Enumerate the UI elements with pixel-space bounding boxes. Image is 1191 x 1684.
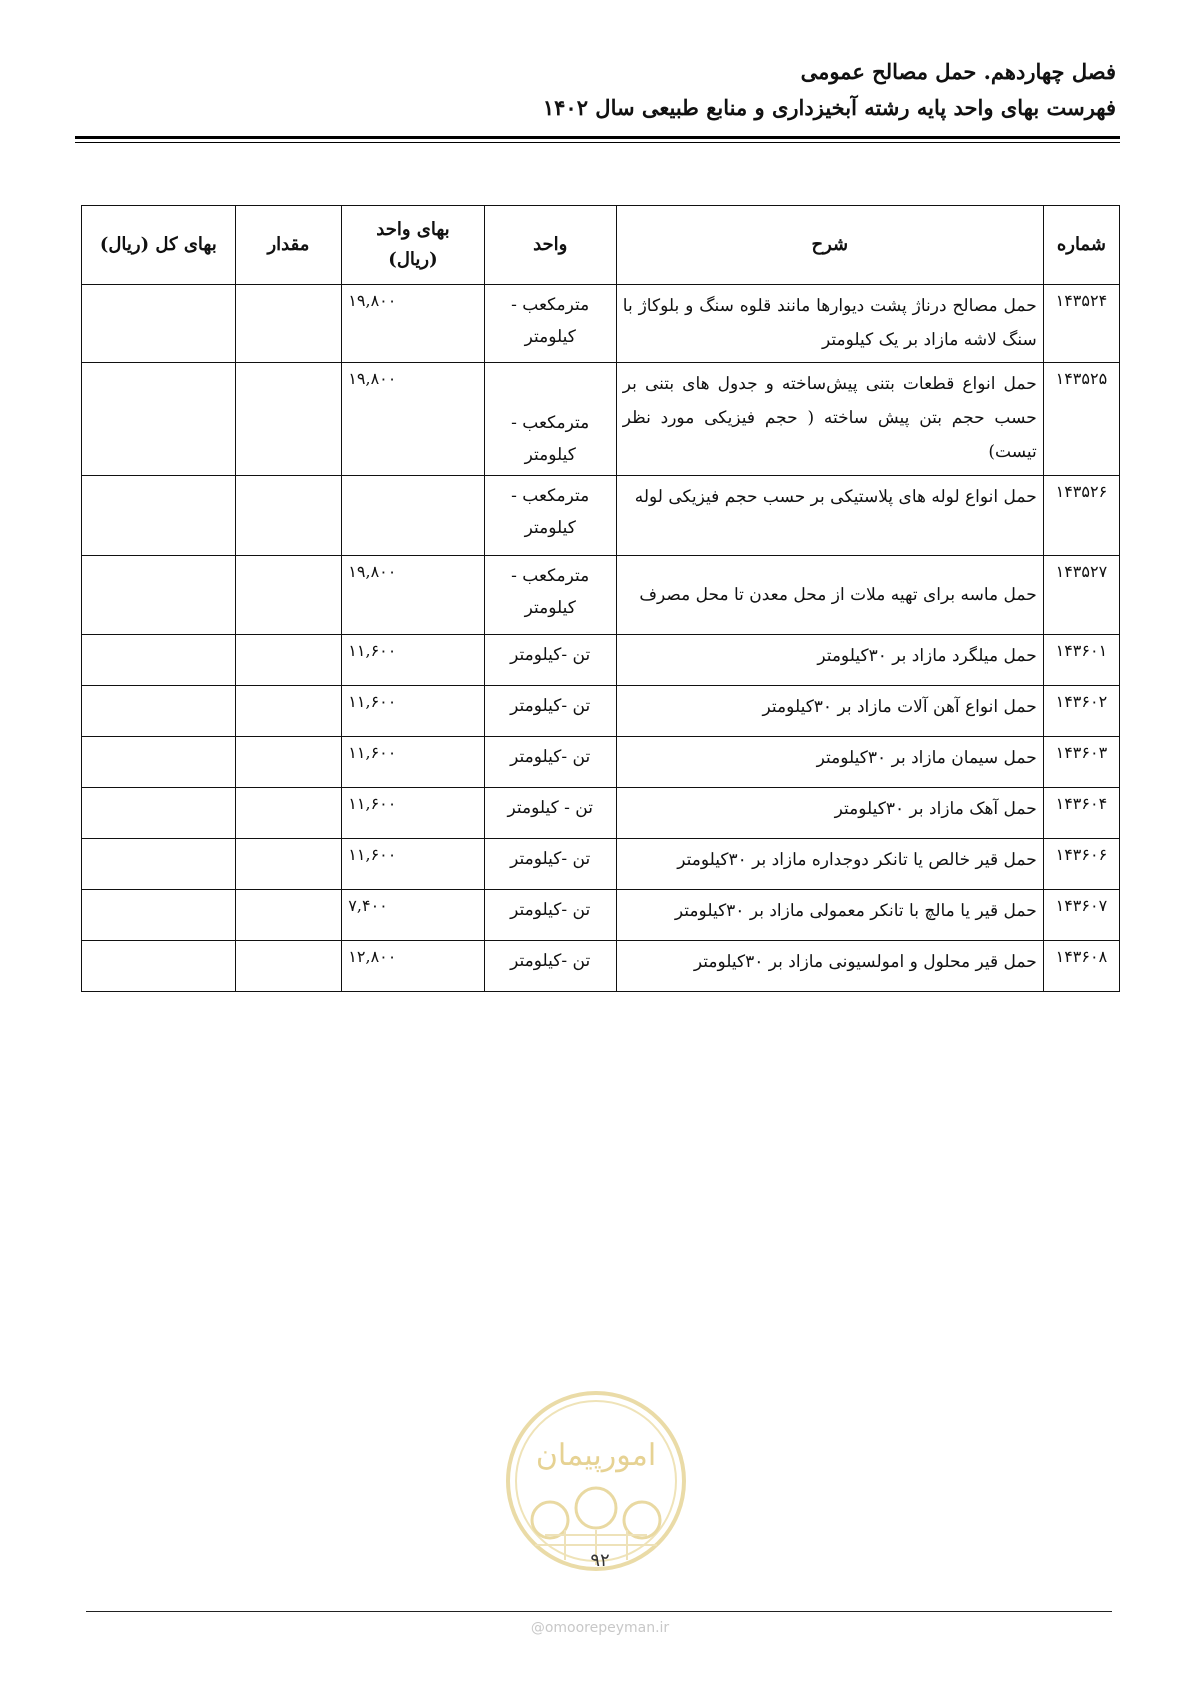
row-number: ۱۴۳۶۰۴ — [1043, 788, 1119, 839]
row-description: حمل انواع قطعات بتنی پیش‌ساخته و جدول های بتنی بر حسب حجم بتن پیش ساخته ( حجم فیزیکی مورد نظر تیست) — [616, 363, 1043, 476]
page-number: ۹۲ — [590, 1550, 610, 1571]
table-row — [82, 788, 1120, 839]
row-total-price — [82, 788, 236, 839]
row-quantity — [235, 737, 342, 788]
row-quantity — [235, 788, 342, 839]
row-total-price — [82, 363, 236, 476]
row-unit: مترمکعب - کیلومتر — [484, 476, 616, 556]
row-unit-price: ۷,۴۰۰ — [342, 890, 484, 941]
row-total-price — [82, 285, 236, 363]
row-unit-price: ۱۹,۸۰۰ — [342, 363, 484, 476]
row-quantity — [235, 890, 342, 941]
footer-rule — [86, 1611, 1112, 1612]
row-number: ۱۴۳۵۲۶ — [1043, 476, 1119, 556]
row-unit: تن - کیلومتر — [484, 788, 616, 839]
website-watermark: @omoorepeyman.ir — [530, 1620, 670, 1636]
row-total-price — [82, 686, 236, 737]
header-rule-thick — [75, 136, 1120, 139]
row-total-price — [82, 476, 236, 556]
row-total-price — [82, 737, 236, 788]
column-header-unit-price — [342, 206, 484, 285]
row-total-price — [82, 635, 236, 686]
row-unit: مترمکعب - کیلومتر — [484, 285, 616, 363]
row-unit: مترمکعب - کیلومتر — [484, 556, 616, 635]
row-description: حمل قیر خالص یا تانکر دوجداره مازاد بر ۳۰کیلومتر — [616, 839, 1043, 890]
row-number: ۱۴۳۵۲۵ — [1043, 363, 1119, 476]
row-description: حمل میلگرد مازاد بر ۳۰کیلومتر — [616, 635, 1043, 686]
unit-price-currency: (ریال) — [388, 249, 438, 270]
row-number: ۱۴۳۶۰۷ — [1043, 890, 1119, 941]
column-header-number: شماره — [1043, 206, 1119, 285]
table-row — [82, 476, 1120, 556]
table-row — [82, 737, 1120, 788]
row-number: ۱۴۳۶۰۸ — [1043, 941, 1119, 992]
table-header-row — [82, 206, 1120, 285]
row-unit-price — [342, 476, 484, 556]
row-unit: تن -کیلومتر — [484, 839, 616, 890]
row-description: حمل انواع لوله های پلاستیکی بر حسب حجم فیزیکی لوله — [616, 476, 1043, 556]
header-rule-thin — [75, 142, 1120, 143]
row-unit-price: ۱۱,۶۰۰ — [342, 737, 484, 788]
row-total-price — [82, 890, 236, 941]
row-unit-price: ۱۱,۶۰۰ — [342, 839, 484, 890]
row-quantity — [235, 556, 342, 635]
row-number: ۱۴۳۵۲۷ — [1043, 556, 1119, 635]
page-header — [75, 55, 1116, 127]
column-header-quantity: مقدار — [235, 206, 342, 285]
row-quantity — [235, 476, 342, 556]
row-unit-price: ۱۱,۶۰۰ — [342, 635, 484, 686]
column-header-description: شرح — [616, 206, 1043, 285]
row-unit-price: ۱۲,۸۰۰ — [342, 941, 484, 992]
row-total-price — [82, 941, 236, 992]
row-quantity — [235, 686, 342, 737]
row-unit-price: ۱۹,۸۰۰ — [342, 556, 484, 635]
row-number: ۱۴۳۶۰۱ — [1043, 635, 1119, 686]
row-quantity — [235, 635, 342, 686]
row-quantity — [235, 285, 342, 363]
row-description: حمل مصالح درناژ پشت دیوارها مانند قلوه سنگ و بلوکاژ با سنگ لاشه مازاد بر یک کیلومتر — [616, 285, 1043, 363]
row-unit: تن -کیلومتر — [484, 737, 616, 788]
row-total-price — [82, 839, 236, 890]
row-number: ۱۴۳۶۰۲ — [1043, 686, 1119, 737]
row-unit: تن -کیلومتر — [484, 635, 616, 686]
column-header-unit: واحد — [484, 206, 616, 285]
table-row — [82, 839, 1120, 890]
table-row — [82, 890, 1120, 941]
row-description: حمل انواع آهن آلات مازاد بر ۳۰کیلومتر — [616, 686, 1043, 737]
row-unit-price: ۱۱,۶۰۰ — [342, 686, 484, 737]
table-row — [82, 941, 1120, 992]
row-number: ۱۴۳۶۰۳ — [1043, 737, 1119, 788]
table-row — [82, 363, 1120, 476]
row-unit: تن -کیلومتر — [484, 890, 616, 941]
table-row — [82, 635, 1120, 686]
column-header-total-price: بهای کل (ریال) — [82, 206, 236, 285]
row-description: حمل قیر محلول و امولسیونی مازاد بر ۳۰کیلومتر — [616, 941, 1043, 992]
row-quantity — [235, 941, 342, 992]
table-row — [82, 686, 1120, 737]
row-unit: تن -کیلومتر — [484, 941, 616, 992]
row-number: ۱۴۳۶۰۶ — [1043, 839, 1119, 890]
table-row — [82, 556, 1120, 635]
row-total-price — [82, 556, 236, 635]
table-row — [82, 285, 1120, 363]
row-unit-price: ۱۹,۸۰۰ — [342, 285, 484, 363]
unit-price-label: بهای واحد — [376, 219, 450, 240]
row-unit: مترمکعب - کیلومتر — [484, 363, 616, 476]
row-description: حمل ماسه برای تهیه ملات از محل معدن تا محل مصرف — [616, 556, 1043, 635]
row-description: حمل آهک مازاد بر ۳۰کیلومتر — [616, 788, 1043, 839]
row-description: حمل قیر یا مالچ با تانکر معمولی مازاد بر ۳۰کیلومتر — [616, 890, 1043, 941]
row-description: حمل سیمان مازاد بر ۳۰کیلومتر — [616, 737, 1043, 788]
watermark-logo — [505, 1390, 687, 1572]
row-number: ۱۴۳۵۲۴ — [1043, 285, 1119, 363]
row-quantity — [235, 363, 342, 476]
chapter-title: فصل چهاردهم. حمل مصالح عمومی — [800, 59, 1116, 84]
row-unit: تن -کیلومتر — [484, 686, 616, 737]
row-quantity — [235, 839, 342, 890]
price-list-title: فهرست بهای واحد پایه رشته آبخیزداری و منابع طبیعی سال ۱۴۰۲ — [542, 95, 1116, 120]
row-unit-price: ۱۱,۶۰۰ — [342, 788, 484, 839]
price-table — [81, 205, 1120, 992]
watermark-text: امورپیمان — [535, 1438, 657, 1473]
